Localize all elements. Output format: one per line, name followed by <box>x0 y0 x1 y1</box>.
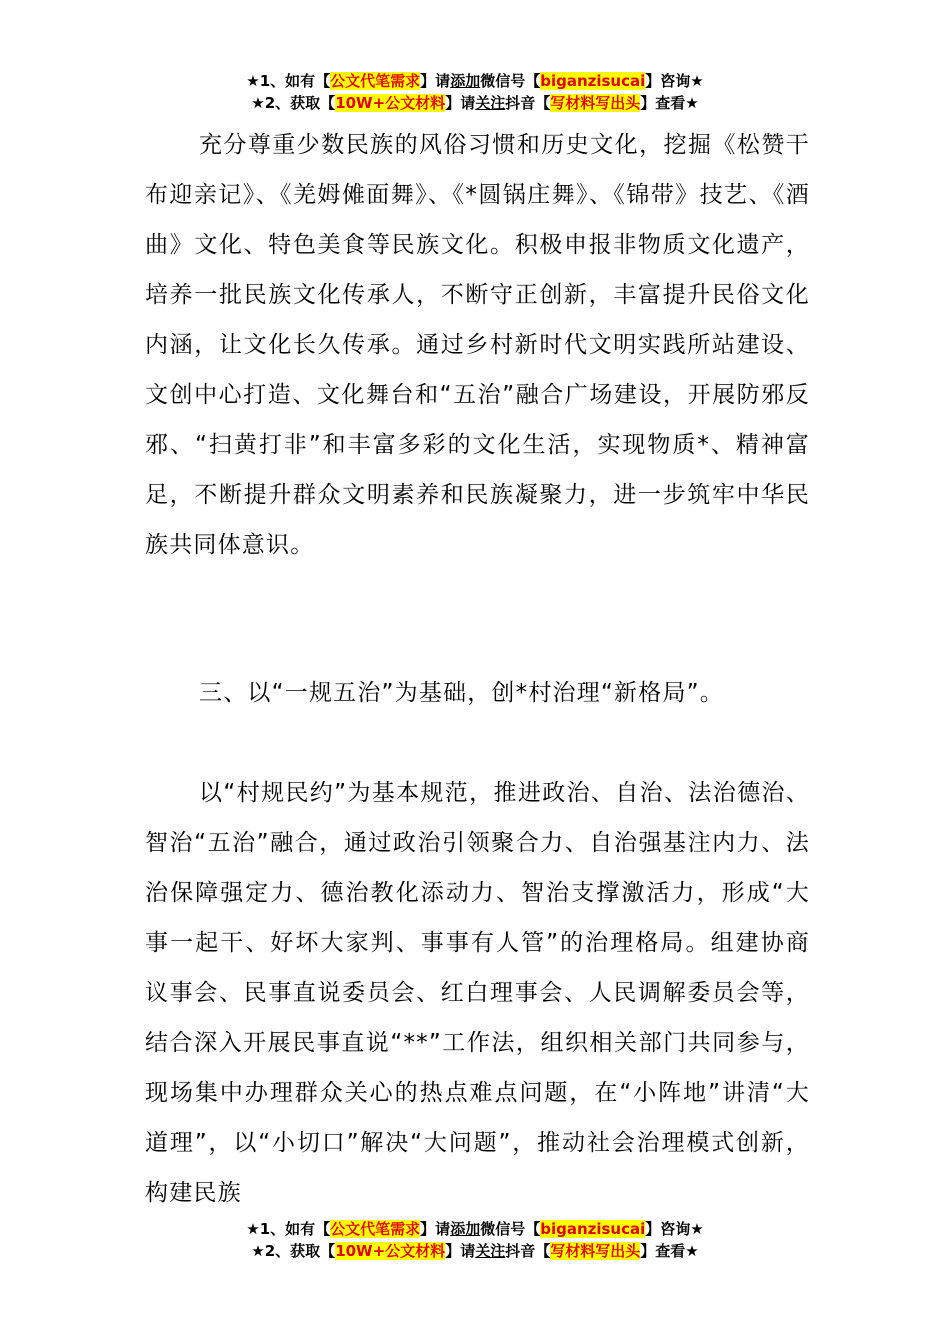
highlight-douyin: 写材料写出头 <box>550 1242 641 1260</box>
highlight-wechat-id: biganzisucai <box>540 72 646 90</box>
highlight-service: 公文代笔需求 <box>330 72 421 90</box>
body-paragraph-2: 以“村规民约”为基本规范，推进政治、自治、法治德治、智治“五治”融合，通过政治引领聚合力、自治强基注内力、法治保障强定力、德治教化添动力、智治支撑激活力，形成“大事一起干、好坏大家判、事事有人管”的治理格局。组建协商议事会、民事直说委员会、红白理事会、人民调解委员会等，结合深入开展民事直说“**”工作法，组织相关部门共同参与，现场集中办理群众关心的热点难点问题，在“小阵地”讲清“大道理”，以“小切口”解决“大问题”，推动社会治理模式创新，构建民族 <box>145 780 810 1206</box>
banner-text: 】咨询★ <box>645 1220 704 1238</box>
star-icon: ★ <box>246 1220 260 1238</box>
banner-text: 】请 <box>445 1242 476 1260</box>
highlight-douyin: 写材料写出头 <box>550 94 641 112</box>
banner-text: 2、获取【 <box>264 94 336 112</box>
banner-text: 】查看★ <box>640 1242 699 1260</box>
section-heading: 三、以“一规五治”为基础，创*村治理“新格局”。 <box>199 680 724 706</box>
banner-line-1 <box>0 70 950 92</box>
banner-text: 微信号【 <box>480 1220 541 1238</box>
banner-text: 1、如有【 <box>259 72 331 90</box>
banner-text: 】请 <box>420 72 451 90</box>
banner-emphasis: 关注 <box>475 94 506 112</box>
star-icon: ★ <box>251 1242 265 1260</box>
banner-text: 微信号【 <box>480 72 541 90</box>
highlight-wechat-id: biganzisucai <box>540 1220 646 1238</box>
star-icon: ★ <box>251 94 265 112</box>
banner-text: 抖音【 <box>505 1242 551 1260</box>
body-paragraph-1: 充分尊重少数民族的风俗习惯和历史文化，挖掘《松赞干布迎亲记》、《羌姆傩面舞》、《*圆锅庄舞》、《锦带》技艺、《酒曲》文化、特色美食等民族文化。积极申报非物质文化遗产，培养一批民族文化传承人，不断守正创新，丰富提升民俗文化内涵，让文化长久传承。通过乡村新时代文明实践所站建设、文创中心打造、文化舞台和“五治”融合广场建设，开展防邪反邪、“扫黄打非”和丰富多彩的文化生活，实现物质*、精神富足，不断提升群众文明素养和民族凝聚力，进一步筑牢中华民族共同体意识。 <box>145 132 810 558</box>
highlight-service: 公文代笔需求 <box>330 1220 421 1238</box>
header-banner <box>0 70 950 114</box>
highlight-materials: 10W+公文材料 <box>335 94 446 112</box>
banner-text: 1、如有【 <box>259 1220 331 1238</box>
banner-text: 】请 <box>420 1220 451 1238</box>
banner-text: 抖音【 <box>505 94 551 112</box>
banner-emphasis: 关注 <box>475 1242 506 1260</box>
banner-line-2 <box>0 92 950 114</box>
highlight-materials: 10W+公文材料 <box>335 1242 446 1260</box>
banner-emphasis: 添加 <box>450 1220 481 1238</box>
star-icon: ★ <box>246 72 260 90</box>
banner-line-1 <box>0 1218 950 1240</box>
banner-text: 2、获取【 <box>264 1242 336 1260</box>
banner-emphasis: 添加 <box>450 72 481 90</box>
banner-line-2 <box>0 1240 950 1262</box>
footer-banner <box>0 1218 950 1262</box>
banner-text: 】查看★ <box>640 94 699 112</box>
banner-text: 】咨询★ <box>645 72 704 90</box>
banner-text: 】请 <box>445 94 476 112</box>
